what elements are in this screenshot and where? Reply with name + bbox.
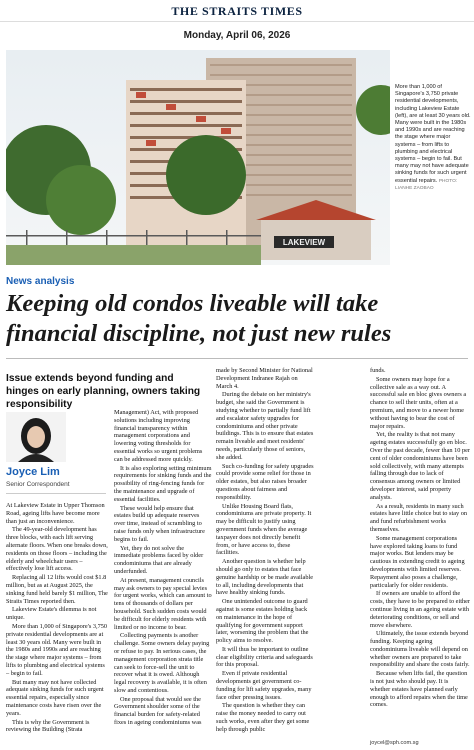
paragraph: This is why the Government is reviewing the Building (Strata (6, 718, 90, 734)
paragraph: More than 1,000 of Singapore's 3,750 private residential developments are at least 30 years old. Many were built in the 1980s and 1990s and are reaching the stage where major systems – from lifts to plumbing and electrical systems – begin to fail. (6, 622, 108, 677)
photo-credit: PHOTO: LIANHE ZAOBAO (395, 178, 458, 191)
paragraph: One proposal that would see the Government shoulder some of the financial burden for safety-related fixes in ageing condominiums was (114, 695, 202, 727)
paragraph: Another question is whether help should go only to estates that face genuine hardship or be made available to all, including developments that have healthy sinking funds. (216, 558, 314, 597)
paragraph: Replacing all 12 lifts would cost $1.8 million, but as at August 2025, the sinking fund held barely $1 million, The Straits Times reported then. (6, 574, 108, 605)
body-column-4 (370, 367, 470, 748)
paragraph: The question is whether they can raise the money needed to carry out such works, even after they get some help through public (216, 702, 310, 733)
body-column-3 (216, 367, 314, 748)
paragraph: Lakeview Estate's dilemma is not unique. (6, 606, 97, 622)
paragraph: Some management corporations have explored taking loans to fund major works. But lenders may be cautious in extending credit to ageing developments with limited reserves. Repayment also poses a challenge, particularly for older residents. (370, 534, 465, 589)
photo-caption (395, 84, 471, 192)
body-column-2 (114, 409, 212, 748)
paragraph: If owners are unable to afford the costs, they have to be prepared to either continue living in an ageing estate with deteriorating conditions, or sell and move elsewhere. (370, 590, 470, 629)
paragraph: At present, management councils may ask owners to pay special levies for urgent works, which can amount to tens of thousands of dollars per household. Such sudden costs would be difficult for elderly residents with limited or no income to bear. (114, 576, 212, 631)
paragraph: Collecting payments is another challenge. Some owners delay paying or refuse to pay. In serious cases, the management corporation strata title can seek to force-sell the unit to recover what it is owed. Although legal recovery is available, it is often slow and contentious. (114, 632, 210, 694)
photo-caption-text: More than 1,000 of Singapore's 3,750 private residential developments, including Lakeview Estate (left), are at least 30 years old. Many were built in the 1980s and 1990s and are reaching the stage where major systems – from lifts to plumbing and electrical systems – begin to fail. But many may not have adequate sinking funds for such urgent essential repairs. (395, 84, 471, 184)
paragraph: As a result, residents in many such estates have little choice but to stay on and fund refurbishment works themselves. (370, 502, 468, 533)
body-column-1 (6, 502, 108, 748)
lakeview-sign: LAKEVIEW (282, 238, 326, 247)
paragraph: Even if private residential developments get government co-funding for lift safety upgrades, many face other pressing issues. (216, 670, 312, 701)
condo-photo-illustration (6, 50, 390, 265)
headline-divider (6, 358, 468, 359)
paragraph: One unintended outcome to guard against is some estates holding back on maintenance in the hope of qualifying for government support later, worsening the problem that the policy aims to resolve. (216, 598, 309, 645)
paragraph: The 49-year-old development has three blocks, with each lift serving alternate floors. When one breaks down, residents on those floors – including the elderly and wheelchair users – effectively lose lift access. (6, 526, 108, 573)
dateline: Monday, April 06, 2026 (183, 30, 291, 41)
paragraph: Management) Act, with proposed solutions including improving financial transparency within management corporations and lowering voting thresholds for essential works so urgent problems can be addressed more quickly. (114, 409, 203, 463)
masthead (0, 0, 474, 22)
lead-photo (6, 50, 390, 265)
paragraph: funds. (370, 367, 386, 374)
paragraph: Some owners may hope for a collective sale as a way out. A successful sale en bloc gives owners a chance to sell their units, often at a premium, and move to a newer home without having to bear the cost of major repairs. (370, 375, 467, 430)
paragraph: Because when lifts fail, the question is not just who should pay. It is whether estates have planned early enough to afford repairs when the time comes. (370, 670, 468, 709)
paragraph: During the debate on her ministry's budget, she said the Government is studying whether to partially fund lift and escalator safety upgrades for condominiums and other private buildings. This is to ensure that estates remain liveable and meet residents' needs, particularly those of seniors, she added. (216, 391, 314, 461)
paragraph: made by Second Minister for National Development Indranee Rajah on March 4. (216, 367, 313, 390)
author-portrait-icon (6, 412, 66, 462)
paragraph: At Lakeview Estate in Upper Thomson Road, ageing lifts have become more than just an inconvenience. (6, 502, 105, 525)
byline-divider (6, 493, 106, 494)
paragraph: Yet, the reality is that not many ageing estates successfully go en bloc. Over the past decade, fewer than 10 per cent of older condominiums have been sold collectively, with many attempts falling through due to lack of consensus among owners or limited developer interest, said property analysts. (370, 431, 470, 501)
author-role: Senior Correspondent (6, 481, 70, 488)
author-email[interactable]: joycel@sph.com.sg (370, 740, 419, 746)
masthead-title[interactable]: THE STRAITS TIMES (171, 4, 303, 18)
paragraph: Unlike Housing Board flats, condominiums are private property. It may be difficult to justify using government funds when the average taxpayer does not directly benefit from, or have access to, these facilities. (216, 502, 312, 557)
paragraph: Such co-funding for safety upgrades could provide some relief for those in older estates, but also raises broader questions about fairness and responsibility. (216, 462, 314, 501)
paragraph: These would help ensure that estates build up adequate reserves over time, instead of scrambling to raise funds only when infrastructure begins to fail. (114, 504, 205, 543)
headline: Keeping old condos liveable will take financial discipline, not just new rules (6, 290, 392, 347)
author-name[interactable]: Joyce Lim (6, 466, 60, 478)
paragraph: But many may not have collected adequate sinking funds for such urgent essential repairs, especially since maintenance costs have risen over the years. (6, 678, 104, 717)
standfirst: Issue extends beyond funding and hinges on early planning, owners taking responsibility (6, 373, 201, 410)
paragraph: Yet, they do not solve the immediate problems faced by older condominiums that are already underfunded. (114, 544, 204, 575)
paragraph: It will thus be important to outline clear eligibility criteria and safeguards for this proposal. (216, 645, 313, 669)
paragraph: It is also exploring setting minimum requirements for sinking funds and the possibility of ring-fencing funds for the maintenance and upgrade of essential facilities. (114, 464, 212, 503)
paragraph: Ultimately, the issue extends beyond funding. Keeping ageing condominiums liveable will depend on whether owners are prepared to take responsibility and share the costs fairly. (370, 630, 470, 669)
section-label[interactable]: News analysis (6, 276, 75, 287)
